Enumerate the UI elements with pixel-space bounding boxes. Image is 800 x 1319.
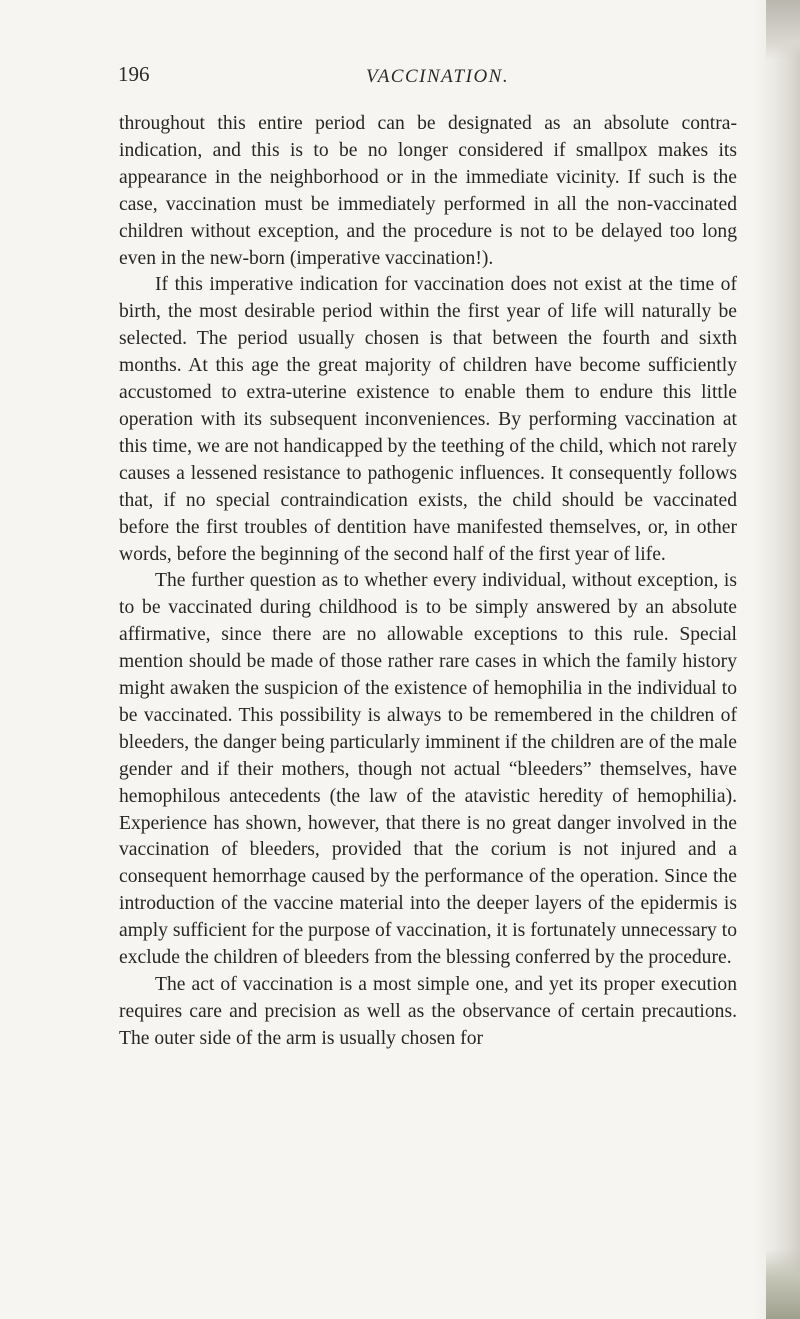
paragraph-4: The act of vaccination is a most simple one, and yet its proper execution requires care and precision as well as the observance of certain precautions. The outer side of the arm is usually chosen for: [119, 974, 737, 1049]
page-edge-top-shadow: [766, 0, 800, 60]
page-edge-bottom-shadow: [766, 1249, 800, 1319]
page-header: [118, 62, 738, 102]
paragraph-3: The further question as to whether every individual, without exception, is to be vaccinated during childhood is to be simply answered by an absolute affirmative, since there are no allowable exceptions to this rule. Special mention should be made of those rather rare cases in which the family history might awaken the suspicion of the existence of hemophilia in the individual to be vaccinated. This possibility is always to be remembered in the children of bleeders, the danger being particularly imminent if the children are of the male gender and if their mothers, though not actual “bleeders” themselves, have hemophilous antecedents (the law of the atavistic heredity of hemophilia). Experience has shown, however, that there is no great danger involved in the vaccination of bleeders, provided that the corium is not injured and a consequent hemorrhage caused by the performance of the operation. Since the introduction of the vaccine material into the deeper layers of the epidermis is amply sufficient for the purpose of vaccination, it is fortunately unnecessary to exclude the children of bleeders from the blessing conferred by the procedure.: [119, 570, 737, 969]
paragraph-2: If this imperative indication for vaccination does not exist at the time of birth, the most desirable period within the first year of life will naturally be selected. The period usually chosen is that between the fourth and sixth months. At this age the great majority of children have become sufficiently accustomed to extra-uterine existence to enable them to endure this little operation with its subsequent inconveniences. By performing vaccination at this time, we are not handicapped by the teething of the child, which not rarely causes a lessened resistance to pathogenic influences. It consequently follows that, if no special contraindication exists, the child should be vaccinated before the first troubles of dentition have manifested themselves, or, in other words, before the beginning of the second half of the first year of life.: [119, 274, 737, 565]
page-number: 196: [118, 62, 150, 86]
running-head: VACCINATION.: [366, 66, 510, 87]
page-edge-shadow: [754, 0, 800, 1319]
paragraph-1: throughout this entire period can be designated as an absolute contra-indication, and this is to be no longer considered if smallpox makes its appearance in the neighborhood or in the immediate vicinity. If such is the case, vaccination must be immediately performed in all the non-vaccinated children without exception, and the procedure is not to be delayed too long even in the new-born (imperative vaccination!).: [119, 113, 737, 269]
body-text: [119, 111, 737, 1053]
